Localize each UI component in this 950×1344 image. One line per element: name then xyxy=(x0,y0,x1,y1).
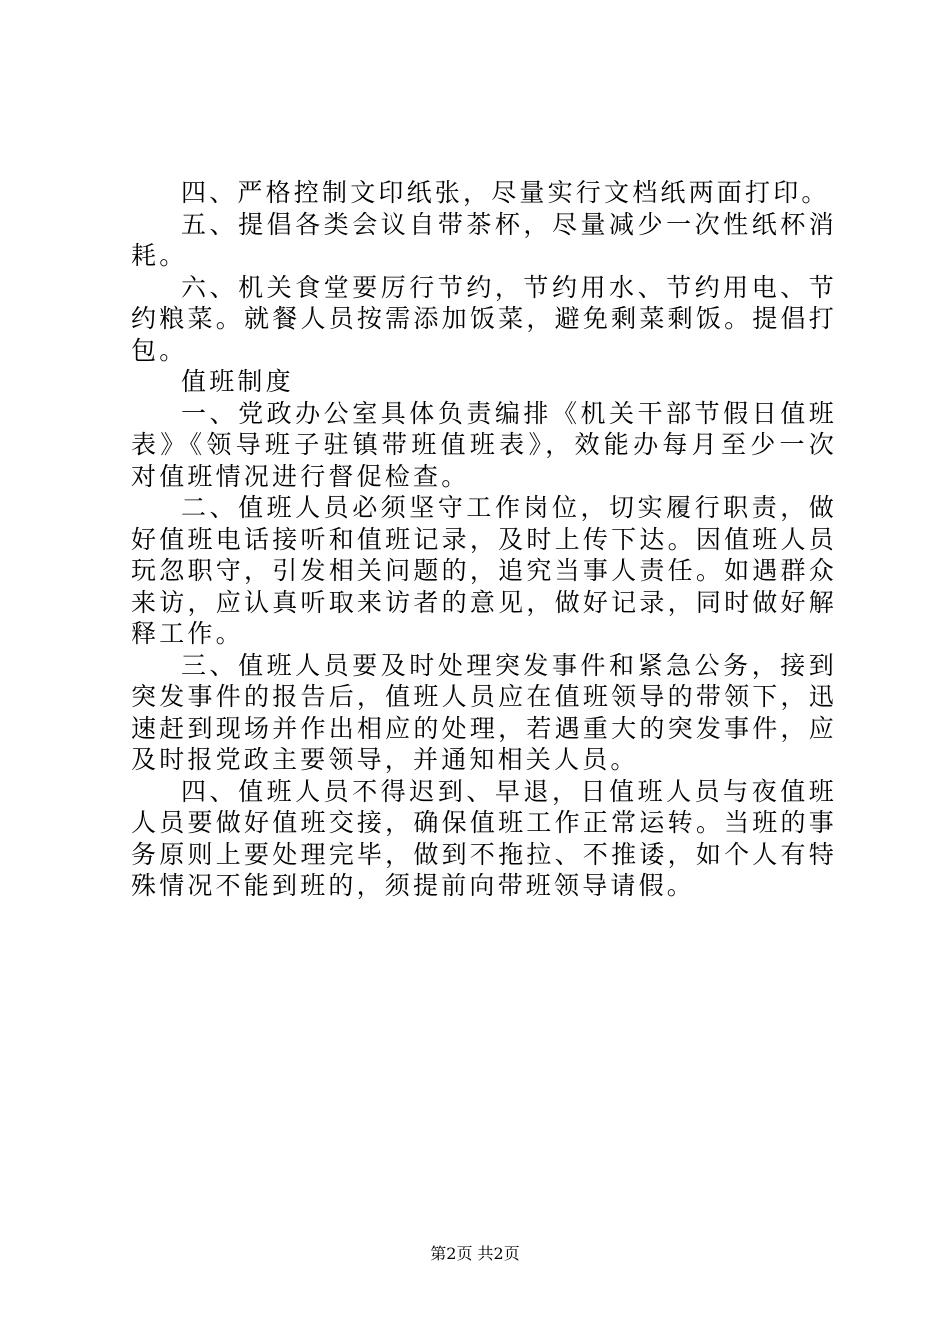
paragraph-emergency-handling: 三、值班人员要及时处理突发事件和紧急公务，接到突发事件的报告后，值班人员应在值班领导的带领下，迅速赶到现场并作出相应的处理，若遇重大的突发事件，应及时报党政主要领导，并通知相关人员。 xyxy=(131,650,837,774)
document-body xyxy=(131,177,837,902)
paragraph-attendance-handover: 四、值班人员不得迟到、早退，日值班人员与夜值班人员要做好值班交接，确保值班工作正常运转。当班的事务原则上要处理完毕，做到不拖拉、不推诿，如个人有特殊情况不能到班的，须提前向带班领导请假。 xyxy=(131,776,837,900)
paragraph-meeting-cups: 五、提倡各类会议自带茶杯，尽量减少一次性纸杯消耗。 xyxy=(131,209,837,270)
paragraph-duty-responsibilities: 二、值班人员必须坚守工作岗位，切实履行职责，做好值班电话接听和值班记录，及时上传下达。因值班人员玩忽职守，引发相关问题的，追究当事人责任。如遇群众来访，应认真听取来访者的意见，做好记录，同时做好解释工作。 xyxy=(131,493,837,648)
paragraph-duty-scheduling: 一、党政办公室具体负责编排《机关干部节假日值班表》《领导班子驻镇带班值班表》，效能办每月至少一次对值班情况进行督促检查。 xyxy=(131,398,837,491)
paragraph-canteen-saving: 六、机关食堂要厉行节约，节约用水、节约用电、节约粮菜。就餐人员按需添加饭菜，避免剩菜剩饭。提倡打包。 xyxy=(131,272,837,365)
paragraph-print-paper: 四、严格控制文印纸张，尽量实行文档纸两面打印。 xyxy=(181,178,830,207)
page-number-footer: 第2页 共2页 xyxy=(430,1244,520,1263)
section-heading-duty-system: 值班制度 xyxy=(181,367,294,396)
